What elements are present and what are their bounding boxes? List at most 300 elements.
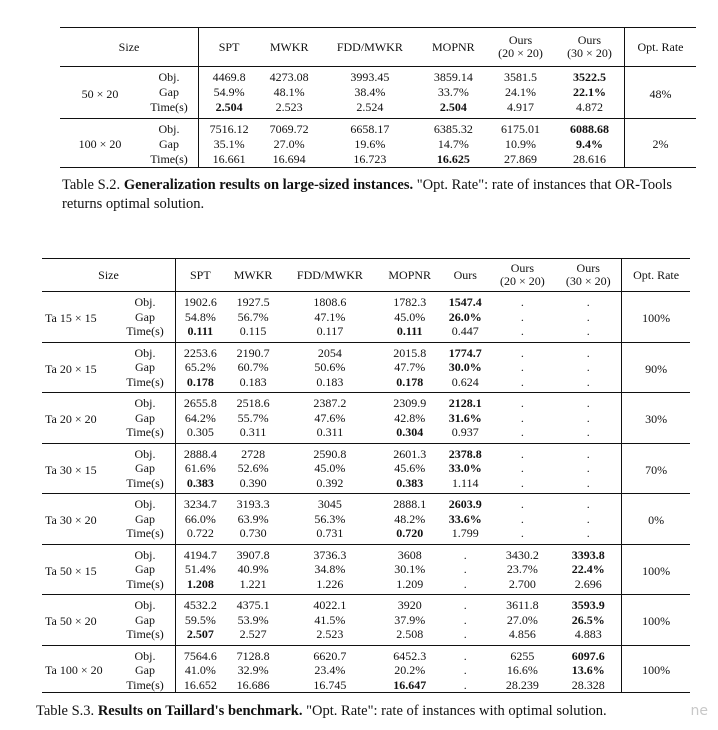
value-cell: 23.7% bbox=[506, 562, 538, 576]
value-cell: 0.624 bbox=[441, 375, 489, 393]
value-cell: 0.383 bbox=[378, 476, 441, 494]
value-cell: 0.183 bbox=[225, 375, 282, 393]
table-row bbox=[60, 152, 696, 168]
value-cell: 1.114 bbox=[441, 476, 489, 494]
value-cell: 3430.2 bbox=[505, 547, 539, 562]
value-cell: 3920 bbox=[397, 598, 422, 612]
value-cell: 2601.3 bbox=[393, 446, 427, 461]
metric-cell: Obj. bbox=[115, 342, 176, 360]
value-cell: 3736.3 bbox=[313, 547, 347, 562]
value-cell: 47.6% bbox=[314, 410, 346, 425]
value-cell: 3522.5 bbox=[555, 67, 625, 86]
table-row bbox=[42, 425, 690, 443]
value-cell: 0.111 bbox=[378, 324, 441, 342]
value-cell: 13.6% bbox=[555, 663, 621, 678]
value-cell: 1774.7 bbox=[448, 345, 482, 360]
table-row bbox=[60, 119, 696, 138]
table-s2-header-row bbox=[60, 28, 696, 67]
metric-cell: Gap bbox=[115, 411, 176, 426]
value-cell: 0.730 bbox=[225, 526, 282, 544]
value-cell: 42.8% bbox=[394, 410, 426, 425]
value-cell: . bbox=[555, 292, 621, 310]
metric-cell: Gap bbox=[140, 85, 199, 100]
value-cell: . bbox=[520, 497, 524, 511]
value-cell: 3907.8 bbox=[236, 547, 270, 562]
value-cell: 64.2% bbox=[184, 410, 216, 425]
value-cell: 2054 bbox=[317, 345, 342, 360]
value-cell: . bbox=[555, 393, 621, 411]
header-ours-30x20-line1: Ours bbox=[576, 261, 600, 276]
value-cell: 6255 bbox=[510, 648, 535, 663]
header-ours-20x20-line2: (20 × 20) bbox=[498, 46, 543, 60]
table-row bbox=[42, 613, 690, 628]
size-cell: 50 × 20 bbox=[60, 67, 140, 119]
value-cell: 16.647 bbox=[378, 678, 441, 693]
size-cell: Ta 20 × 20 bbox=[42, 393, 115, 444]
value-cell: 3393.8 bbox=[555, 544, 621, 562]
metric-cell: Obj. bbox=[115, 292, 176, 310]
value-cell: . bbox=[441, 577, 489, 595]
header-ours: Ours bbox=[441, 259, 489, 292]
table-row bbox=[42, 494, 690, 512]
value-cell: 3193.3 bbox=[236, 497, 270, 511]
metric-cell: Obj. bbox=[115, 443, 176, 461]
value-cell: 0.183 bbox=[281, 375, 378, 393]
metric-cell: Gap bbox=[140, 137, 199, 152]
value-cell: 23.4% bbox=[314, 663, 346, 677]
value-cell: 4.917 bbox=[486, 100, 555, 119]
value-cell: . bbox=[555, 443, 621, 461]
metric-cell: Time(s) bbox=[115, 476, 176, 494]
value-cell: 1782.3 bbox=[393, 295, 427, 309]
value-cell: 0.447 bbox=[441, 324, 489, 342]
header-mwkr: MWKR bbox=[225, 259, 282, 292]
value-cell: . bbox=[490, 425, 556, 443]
header-ours-20x20 bbox=[490, 259, 556, 292]
table-row bbox=[42, 645, 690, 663]
value-cell: 16.694 bbox=[259, 152, 319, 168]
value-cell: 6658.17 bbox=[350, 122, 390, 136]
table-s2-caption bbox=[62, 176, 702, 214]
value-cell: 47.7% bbox=[394, 360, 426, 374]
opt-rate-cell: 2% bbox=[624, 119, 696, 168]
value-cell: 16.6% bbox=[506, 663, 538, 677]
value-cell: 0.311 bbox=[225, 425, 282, 443]
header-ours-30x20 bbox=[555, 259, 621, 292]
metric-cell: Time(s) bbox=[115, 577, 176, 595]
table-row bbox=[42, 595, 690, 613]
value-cell: 3608 bbox=[397, 547, 422, 562]
value-cell: 6088.68 bbox=[555, 119, 625, 138]
value-cell: 16.652 bbox=[176, 678, 225, 693]
value-cell: 50.6% bbox=[314, 360, 346, 374]
value-cell: . bbox=[555, 494, 621, 512]
value-cell: 3611.8 bbox=[506, 598, 539, 612]
value-cell: . bbox=[490, 375, 556, 393]
value-cell: 9.4% bbox=[555, 137, 625, 152]
size-cell: Ta 30 × 15 bbox=[42, 443, 115, 494]
header-opt-rate: Opt. Rate bbox=[622, 259, 690, 292]
value-cell: 48.1% bbox=[273, 85, 305, 99]
value-cell: . bbox=[463, 648, 467, 663]
value-cell: 0.383 bbox=[176, 476, 225, 494]
header-size: Size bbox=[42, 259, 176, 292]
caption-rest: "Opt. Rate": rate of instances that OR-Tools returns optimal solution. bbox=[62, 177, 673, 212]
table-row bbox=[42, 443, 690, 461]
caption-bold: Generalization results on large-sized instances. bbox=[123, 177, 414, 193]
size-cell: Ta 50 × 20 bbox=[42, 595, 115, 646]
value-cell: . bbox=[520, 410, 524, 425]
table-s3 bbox=[42, 258, 690, 693]
value-cell: 41.0% bbox=[184, 663, 216, 677]
value-cell: 59.5% bbox=[184, 612, 216, 627]
opt-rate-cell: 30% bbox=[622, 393, 690, 444]
table-row bbox=[60, 100, 696, 119]
value-cell: 10.9% bbox=[505, 137, 537, 151]
value-cell: 4022.1 bbox=[313, 598, 347, 612]
value-cell: 0.731 bbox=[281, 526, 378, 544]
table-s2 bbox=[60, 27, 696, 168]
value-cell: 56.3% bbox=[314, 511, 346, 526]
value-cell: . bbox=[520, 396, 524, 410]
value-cell: . bbox=[463, 612, 467, 627]
value-cell: 4194.7 bbox=[183, 547, 217, 562]
value-cell: 14.7% bbox=[437, 137, 469, 151]
value-cell: 7069.72 bbox=[269, 122, 309, 136]
value-cell: 33.6% bbox=[448, 511, 482, 526]
value-cell: 3993.45 bbox=[350, 70, 390, 84]
value-cell: 38.4% bbox=[354, 85, 386, 99]
metric-cell: Gap bbox=[115, 512, 176, 527]
value-cell: 1.226 bbox=[281, 577, 378, 595]
value-cell: . bbox=[555, 360, 621, 375]
value-cell: 1.208 bbox=[176, 577, 225, 595]
value-cell: 7128.8 bbox=[236, 648, 270, 663]
table-row bbox=[42, 627, 690, 645]
value-cell: 1.799 bbox=[441, 526, 489, 544]
value-cell: 2378.8 bbox=[448, 446, 482, 461]
value-cell: 4.872 bbox=[555, 100, 625, 119]
value-cell: . bbox=[555, 375, 621, 393]
value-cell: 56.7% bbox=[237, 309, 269, 324]
metric-cell: Gap bbox=[115, 360, 176, 375]
value-cell: 2309.9 bbox=[393, 396, 427, 410]
value-cell: 0.392 bbox=[281, 476, 378, 494]
header-ours-30x20 bbox=[555, 28, 625, 67]
metric-cell: Gap bbox=[115, 663, 176, 678]
header-ours-30x20-line1: Ours bbox=[577, 33, 602, 48]
value-cell: 6452.3 bbox=[393, 648, 427, 663]
value-cell: 0.178 bbox=[176, 375, 225, 393]
value-cell: 4.883 bbox=[555, 627, 621, 645]
opt-rate-cell: 100% bbox=[622, 292, 690, 343]
table-row bbox=[42, 342, 690, 360]
metric-cell: Obj. bbox=[140, 119, 199, 138]
metric-cell: Obj. bbox=[140, 67, 199, 86]
value-cell: 3593.9 bbox=[555, 595, 621, 613]
value-cell: 61.6% bbox=[184, 461, 216, 475]
value-cell: 4.856 bbox=[490, 627, 556, 645]
opt-rate-cell: 100% bbox=[622, 595, 690, 646]
value-cell: 54.8% bbox=[184, 309, 216, 324]
value-cell: 2.523 bbox=[259, 100, 319, 119]
value-cell: 3859.14 bbox=[433, 70, 473, 84]
value-cell: 0.178 bbox=[378, 375, 441, 393]
value-cell: 2.504 bbox=[199, 100, 260, 119]
header-ours-20x20 bbox=[486, 28, 555, 67]
value-cell: 0.720 bbox=[378, 526, 441, 544]
value-cell: 26.5% bbox=[555, 613, 621, 628]
table-row bbox=[60, 67, 696, 86]
value-cell: 48.2% bbox=[394, 511, 426, 526]
metric-cell: Gap bbox=[115, 613, 176, 628]
value-cell: 6175.01 bbox=[501, 122, 541, 136]
table-s3-header-row bbox=[42, 259, 690, 292]
value-cell: 28.239 bbox=[490, 678, 556, 693]
value-cell: . bbox=[555, 324, 621, 342]
value-cell: 1547.4 bbox=[448, 295, 482, 309]
value-cell: 51.4% bbox=[184, 562, 216, 576]
value-cell: 6385.32 bbox=[433, 122, 473, 136]
watermark: ne bbox=[690, 703, 708, 719]
value-cell: 4273.08 bbox=[269, 70, 309, 84]
table-row bbox=[42, 526, 690, 544]
opt-rate-cell: 100% bbox=[622, 544, 690, 595]
metric-cell: Obj. bbox=[115, 494, 176, 512]
metric-cell: Time(s) bbox=[115, 627, 176, 645]
value-cell: . bbox=[520, 511, 524, 526]
metric-cell: Obj. bbox=[115, 645, 176, 663]
value-cell: 45.0% bbox=[314, 461, 346, 475]
value-cell: 4469.8 bbox=[212, 70, 246, 84]
value-cell: 2.504 bbox=[421, 100, 487, 119]
value-cell: 35.1% bbox=[213, 137, 245, 151]
table-row bbox=[42, 292, 690, 310]
value-cell: 41.5% bbox=[314, 612, 346, 627]
value-cell: . bbox=[555, 526, 621, 544]
value-cell: 53.9% bbox=[237, 612, 269, 627]
value-cell: 0.304 bbox=[378, 425, 441, 443]
value-cell: 45.0% bbox=[394, 309, 426, 324]
value-cell: 22.4% bbox=[555, 562, 621, 577]
metric-cell: Time(s) bbox=[115, 526, 176, 544]
metric-cell: Obj. bbox=[115, 595, 176, 613]
value-cell: . bbox=[555, 476, 621, 494]
value-cell: 0.117 bbox=[281, 324, 378, 342]
value-cell: 1902.6 bbox=[183, 295, 217, 309]
value-cell: 52.6% bbox=[237, 461, 269, 475]
value-cell: 28.328 bbox=[555, 678, 621, 693]
header-ours-30x20-line2: (30 × 20) bbox=[565, 274, 611, 288]
value-cell: 54.9% bbox=[213, 85, 245, 99]
caption-rest: "Opt. Rate": rate of instances with optimal solution. bbox=[302, 703, 607, 719]
value-cell: 1927.5 bbox=[236, 295, 270, 309]
value-cell: . bbox=[555, 425, 621, 443]
header-spt: SPT bbox=[199, 28, 260, 67]
metric-cell: Gap bbox=[115, 310, 176, 325]
value-cell: 4532.2 bbox=[183, 598, 217, 612]
value-cell: 26.0% bbox=[448, 309, 482, 324]
size-cell: Ta 15 × 15 bbox=[42, 292, 115, 343]
value-cell: . bbox=[555, 512, 621, 527]
value-cell: 2728 bbox=[241, 446, 266, 461]
table-row bbox=[42, 544, 690, 562]
value-cell: 2190.7 bbox=[236, 345, 270, 360]
value-cell: 2655.8 bbox=[183, 396, 217, 410]
value-cell: 27.0% bbox=[506, 612, 538, 627]
opt-rate-cell: 100% bbox=[622, 645, 690, 693]
value-cell: 47.1% bbox=[314, 309, 346, 324]
metric-cell: Obj. bbox=[115, 393, 176, 411]
header-ours-20x20-line2: (20 × 20) bbox=[499, 274, 545, 288]
metric-cell: Time(s) bbox=[115, 425, 176, 443]
value-cell: 3234.7 bbox=[183, 497, 217, 511]
value-cell: 2128.1 bbox=[448, 396, 482, 410]
value-cell: . bbox=[520, 309, 524, 324]
header-ours-20x20-line1: Ours bbox=[508, 33, 533, 48]
table-row bbox=[60, 137, 696, 152]
table-row bbox=[42, 577, 690, 595]
table-s3-caption bbox=[36, 702, 706, 721]
table-row bbox=[42, 375, 690, 393]
value-cell: 7516.12 bbox=[209, 122, 249, 136]
header-ours-20x20-line1: Ours bbox=[510, 261, 535, 276]
header-mopnr: MOPNR bbox=[378, 259, 441, 292]
table-row bbox=[42, 393, 690, 411]
value-cell: 1.209 bbox=[378, 577, 441, 595]
value-cell: 24.1% bbox=[505, 85, 537, 99]
value-cell: 30.1% bbox=[394, 562, 426, 576]
size-cell: Ta 30 × 20 bbox=[42, 494, 115, 545]
value-cell: 0.305 bbox=[176, 425, 225, 443]
value-cell: 28.616 bbox=[555, 152, 625, 168]
value-cell: 6097.6 bbox=[555, 645, 621, 663]
value-cell: 16.723 bbox=[319, 152, 420, 168]
value-cell: 31.6% bbox=[448, 410, 482, 425]
size-cell: Ta 20 × 15 bbox=[42, 342, 115, 393]
metric-cell: Time(s) bbox=[115, 375, 176, 393]
value-cell: 2888.1 bbox=[393, 497, 427, 511]
value-cell: 16.661 bbox=[199, 152, 260, 168]
value-cell: 0.311 bbox=[281, 425, 378, 443]
value-cell: 63.9% bbox=[237, 511, 269, 526]
value-cell: 7564.6 bbox=[183, 648, 217, 663]
value-cell: 0.115 bbox=[225, 324, 282, 342]
value-cell: 34.8% bbox=[314, 562, 346, 576]
value-cell: . bbox=[463, 598, 467, 612]
value-cell: . bbox=[490, 526, 556, 544]
value-cell: . bbox=[463, 562, 467, 576]
value-cell: . bbox=[555, 310, 621, 325]
value-cell: . bbox=[441, 627, 489, 645]
value-cell: 30.0% bbox=[448, 360, 482, 374]
value-cell: 65.2% bbox=[184, 360, 216, 374]
table-row bbox=[42, 562, 690, 577]
value-cell: 2015.8 bbox=[393, 345, 427, 360]
table-row bbox=[42, 310, 690, 325]
value-cell: 2518.6 bbox=[236, 396, 270, 410]
value-cell: 37.9% bbox=[394, 612, 426, 627]
value-cell: 16.745 bbox=[281, 678, 378, 693]
value-cell: 66.0% bbox=[184, 511, 216, 526]
header-mopnr: MOPNR bbox=[421, 28, 487, 67]
value-cell: 2590.8 bbox=[313, 446, 347, 461]
value-cell: 19.6% bbox=[354, 137, 386, 151]
value-cell: 2.507 bbox=[176, 627, 225, 645]
header-fdd-mwkr: FDD/MWKR bbox=[319, 28, 420, 67]
value-cell: 40.9% bbox=[237, 562, 269, 576]
value-cell: 32.9% bbox=[237, 663, 269, 677]
value-cell: . bbox=[520, 446, 524, 461]
value-cell: . bbox=[463, 663, 467, 677]
value-cell: 2253.6 bbox=[183, 345, 217, 360]
caption-label: Table S.2. bbox=[62, 177, 121, 193]
metric-cell: Time(s) bbox=[140, 100, 199, 119]
value-cell: 2.527 bbox=[225, 627, 282, 645]
value-cell: 2603.9 bbox=[448, 497, 482, 511]
value-cell: 16.686 bbox=[225, 678, 282, 693]
value-cell: 33.0% bbox=[448, 461, 482, 475]
size-cell: 100 × 20 bbox=[60, 119, 140, 168]
value-cell: . bbox=[555, 461, 621, 476]
table-row bbox=[60, 85, 696, 100]
value-cell: . bbox=[441, 678, 489, 693]
value-cell: . bbox=[463, 547, 467, 562]
table-row bbox=[42, 411, 690, 426]
value-cell: . bbox=[520, 360, 524, 374]
value-cell: 3581.5 bbox=[504, 70, 538, 84]
value-cell: 2.508 bbox=[378, 627, 441, 645]
table-row bbox=[42, 663, 690, 678]
value-cell: 2.523 bbox=[281, 627, 378, 645]
header-ours-30x20-line2: (30 × 20) bbox=[567, 46, 612, 60]
value-cell: 0.937 bbox=[441, 425, 489, 443]
size-cell: Ta 100 × 20 bbox=[42, 645, 115, 693]
header-size: Size bbox=[60, 28, 199, 67]
opt-rate-cell: 90% bbox=[622, 342, 690, 393]
table-row bbox=[42, 324, 690, 342]
value-cell: 6620.7 bbox=[313, 648, 347, 663]
value-cell: 22.1% bbox=[555, 85, 625, 100]
metric-cell: Time(s) bbox=[115, 324, 176, 342]
metric-cell: Time(s) bbox=[115, 678, 176, 693]
value-cell: 16.625 bbox=[421, 152, 487, 168]
size-cell: Ta 50 × 15 bbox=[42, 544, 115, 595]
metric-cell: Gap bbox=[115, 461, 176, 476]
value-cell: . bbox=[490, 324, 556, 342]
value-cell: 4375.1 bbox=[236, 598, 270, 612]
value-cell: 27.869 bbox=[486, 152, 555, 168]
value-cell: . bbox=[490, 476, 556, 494]
caption-label: Table S.3. bbox=[36, 703, 95, 719]
value-cell: . bbox=[555, 411, 621, 426]
value-cell: 2.696 bbox=[555, 577, 621, 595]
opt-rate-cell: 0% bbox=[622, 494, 690, 545]
header-spt: SPT bbox=[176, 259, 225, 292]
table-row bbox=[42, 512, 690, 527]
value-cell: . bbox=[520, 461, 524, 475]
table-row bbox=[42, 360, 690, 375]
value-cell: 1.221 bbox=[225, 577, 282, 595]
opt-rate-cell: 70% bbox=[622, 443, 690, 494]
value-cell: 33.7% bbox=[437, 85, 469, 99]
caption-bold: Results on Taillard's benchmark. bbox=[97, 703, 303, 719]
table-row bbox=[42, 461, 690, 476]
value-cell: 1808.6 bbox=[313, 295, 347, 309]
table-row bbox=[42, 678, 690, 693]
value-cell: 2.700 bbox=[490, 577, 556, 595]
value-cell: . bbox=[520, 345, 524, 360]
